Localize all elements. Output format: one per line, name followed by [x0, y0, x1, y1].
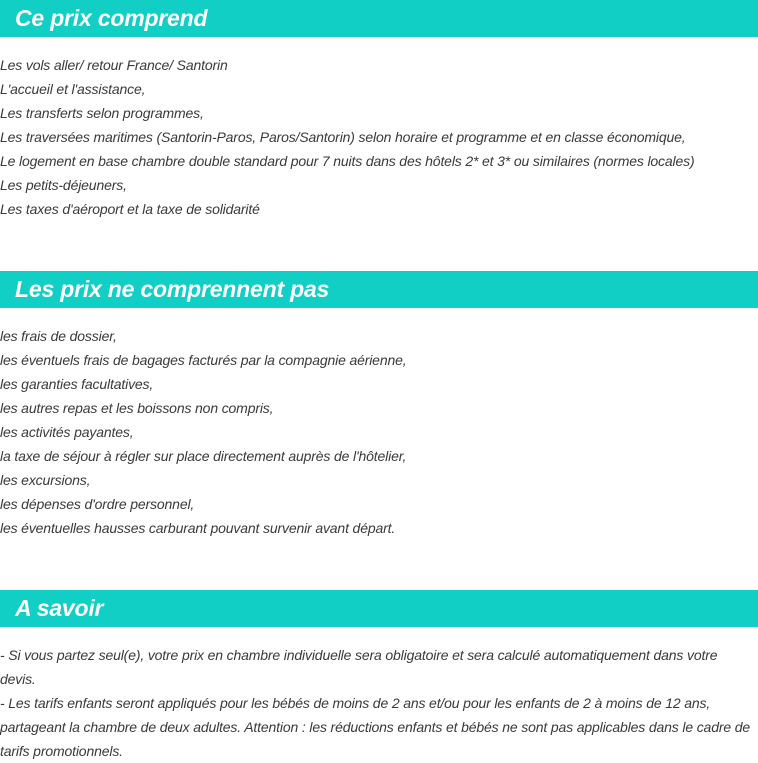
list-item: les activités payantes,: [0, 424, 134, 440]
list-item: Les vols aller/ retour France/ Santorin: [0, 57, 228, 73]
list-item: les frais de dossier,: [0, 328, 117, 344]
list-item: les dépenses d'ordre personnel,: [0, 496, 195, 512]
info-paragraph: - Si vous partez seul(e), votre prix en chambre individuelle sera obligatoire et sera calculé automatiquement dans votre devis.: [0, 647, 718, 687]
section-header-price-excludes: Les prix ne comprennent pas: [0, 271, 758, 308]
section-header-price-includes: Ce prix comprend: [0, 0, 758, 37]
price-includes-list: [0, 53, 758, 221]
list-item: Les transferts selon programmes,: [0, 105, 204, 121]
list-item: les éventuels frais de bagages facturés par la compagnie aérienne,: [0, 352, 407, 368]
list-item: les garanties facultatives,: [0, 376, 154, 392]
section-header-good-to-know: A savoir: [0, 590, 758, 627]
list-item: Les taxes d'aéroport et la taxe de solidarité: [0, 201, 260, 217]
good-to-know-text: [0, 643, 756, 763]
list-item: Les petits-déjeuners,: [0, 177, 127, 193]
list-item: L'accueil et l'assistance,: [0, 81, 146, 97]
list-item: Le logement en base chambre double standard pour 7 nuits dans des hôtels 2* et 3* ou similaires (normes locales): [0, 153, 695, 169]
list-item: la taxe de séjour à régler sur place directement auprès de l'hôtelier,: [0, 448, 407, 464]
list-item: les éventuelles hausses carburant pouvant survenir avant départ.: [0, 520, 396, 536]
list-item: les excursions,: [0, 472, 91, 488]
price-excludes-list: [0, 324, 758, 540]
list-item: Les traversées maritimes (Santorin-Paros, Paros/Santorin) selon horaire et programme et en classe économique,: [0, 129, 686, 145]
info-paragraph: - Les tarifs enfants seront appliqués pour les bébés de moins de 2 ans et/ou pour les enfants de 2 à moins de 12 ans, partageant la chambre de deux adultes. Attention : les réductions enfants et bébés ne sont pas applicables dans le cadre de tarifs promotionnels.: [0, 695, 750, 759]
list-item: les autres repas et les boissons non compris,: [0, 400, 274, 416]
